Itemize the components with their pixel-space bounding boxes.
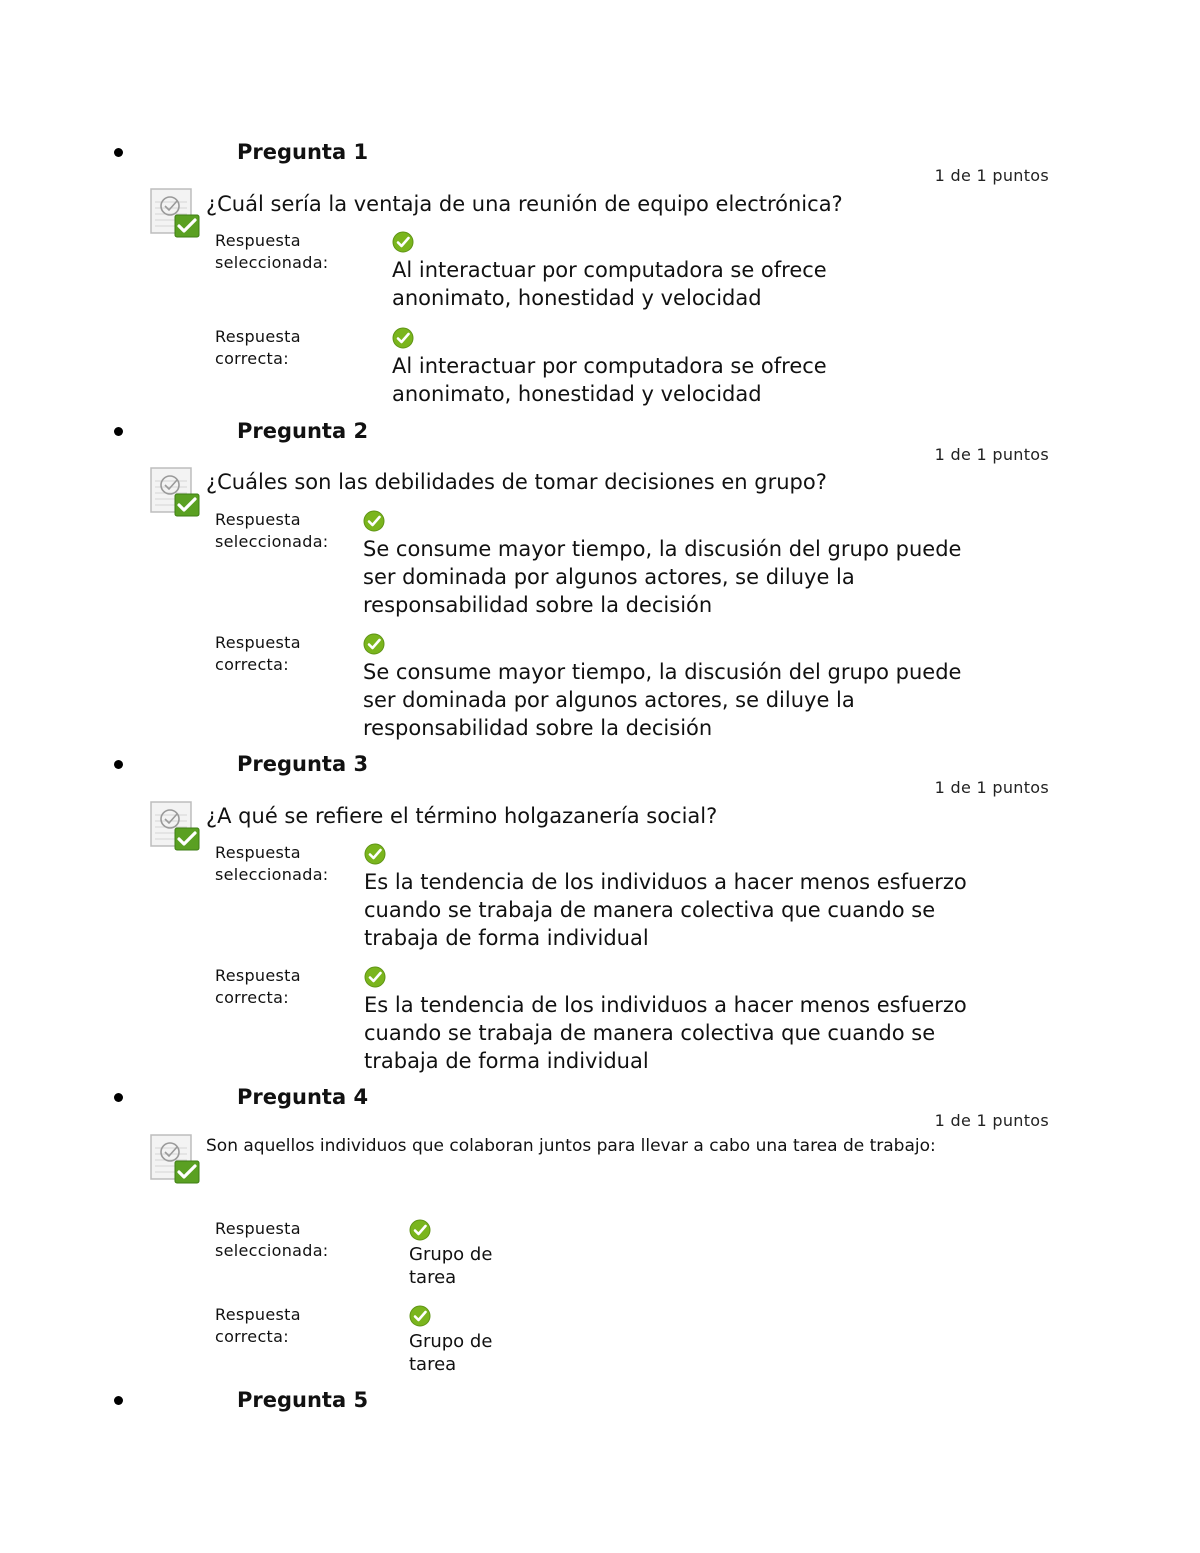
question-points: 1 de 1 puntos [934, 445, 1049, 464]
bullet [114, 427, 123, 436]
check-icon [364, 843, 386, 865]
question-text: Son aquellos individuos que colaboran juntos para llevar a cabo una tarea de trabajo: [206, 1136, 936, 1156]
question-title: Pregunta 3 [237, 752, 369, 776]
correct-answer-text: Es la tendencia de los individuos a hacer menos esfuerzo cuando se trabaja de manera colectiva que cuando se trabaja de forma individual [364, 993, 967, 1073]
check-icon [409, 1305, 431, 1327]
question-text: ¿Cuáles son las debilidades de tomar decisiones en grupo? [206, 470, 827, 494]
check-icon [363, 510, 385, 532]
check-icon [364, 966, 386, 988]
question-correct-icon [150, 1134, 202, 1186]
selected-answer-text: Al interactuar por computadora se ofrece anonimato, honestidad y velocidad [392, 258, 827, 310]
selected-answer-label: Respuesta seleccionada: [215, 231, 329, 272]
correct-answer-text: Al interactuar por computadora se ofrece anonimato, honestidad y velocidad [392, 354, 827, 406]
question-correct-icon [150, 188, 202, 240]
correct-answer-text: Se consume mayor tiempo, la discusión del grupo puede ser dominada por algunos actores, se diluye la responsabilidad sobre la decisión [363, 660, 962, 740]
question-text: ¿A qué se refiere el término holgazanería social? [206, 804, 718, 828]
check-icon [392, 327, 414, 349]
selected-answer-label: Respuesta seleccionada: [215, 510, 329, 551]
question-correct-icon [150, 801, 202, 853]
selected-answer-text: Se consume mayor tiempo, la discusión del grupo puede ser dominada por algunos actores, se diluye la responsabilidad sobre la decisión [363, 537, 962, 617]
bullet [114, 760, 123, 769]
bullet [114, 1396, 123, 1405]
correct-answer-label: Respuesta correcta: [215, 1305, 301, 1346]
selected-answer-text: Grupo de tarea [409, 1244, 493, 1288]
question-points: 1 de 1 puntos [934, 778, 1049, 797]
question-points: 1 de 1 puntos [934, 166, 1049, 185]
check-icon [363, 633, 385, 655]
correct-answer-label: Respuesta correcta: [215, 966, 301, 1007]
check-icon [409, 1219, 431, 1241]
question-title: Pregunta 4 [237, 1085, 369, 1109]
bullet [114, 148, 123, 157]
question-points: 1 de 1 puntos [934, 1111, 1049, 1130]
question-correct-icon [150, 467, 202, 519]
selected-answer-label: Respuesta seleccionada: [215, 843, 329, 884]
correct-answer-label: Respuesta correcta: [215, 633, 301, 674]
question-title: Pregunta 1 [237, 140, 369, 164]
question-title: Pregunta 5 [237, 1388, 369, 1412]
question-title: Pregunta 2 [237, 419, 369, 443]
question-text: ¿Cuál sería la ventaja de una reunión de equipo electrónica? [206, 192, 843, 216]
bullet [114, 1093, 123, 1102]
selected-answer-label: Respuesta seleccionada: [215, 1219, 329, 1260]
check-icon [392, 231, 414, 253]
selected-answer-text: Es la tendencia de los individuos a hacer menos esfuerzo cuando se trabaja de manera colectiva que cuando se trabaja de forma individual [364, 870, 967, 950]
correct-answer-label: Respuesta correcta: [215, 327, 301, 368]
correct-answer-text: Grupo de tarea [409, 1331, 493, 1375]
